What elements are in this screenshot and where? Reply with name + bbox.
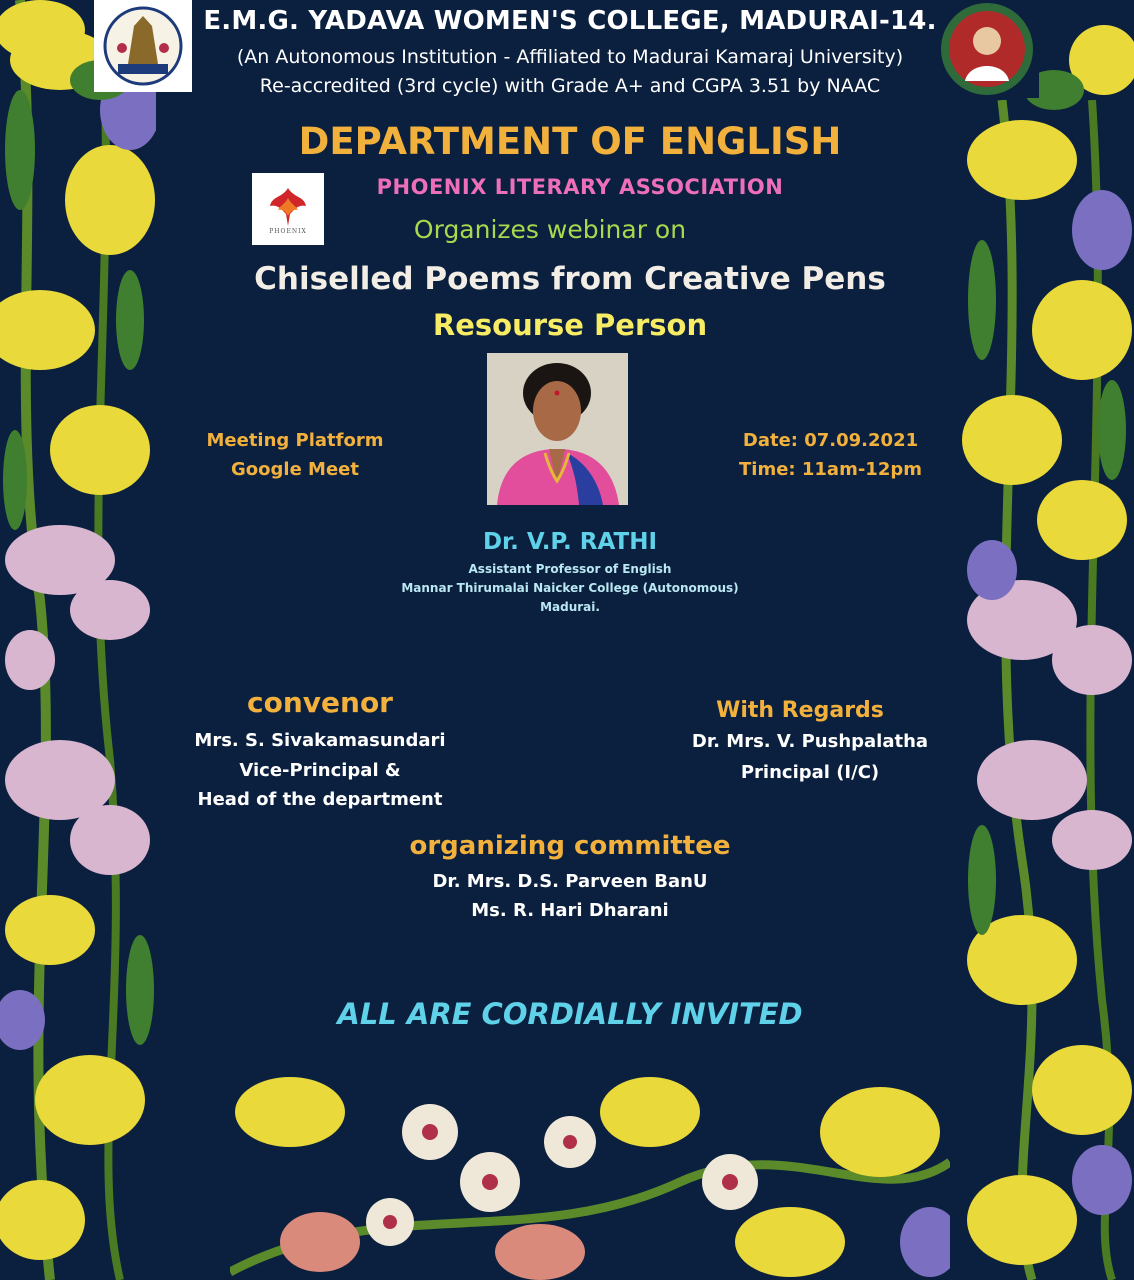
organizes-text: Organizes webinar on [413, 215, 687, 244]
committee-member: Ms. R. Hari Dharani [471, 900, 669, 921]
phoenix-logo-text: PHOENIX [269, 227, 307, 235]
convenor-role-2: Head of the department [197, 789, 443, 810]
convenor-name: Mrs. S. Sivakamasundari [194, 730, 446, 751]
committee-member: Dr. Mrs. D.S. Parveen BanU [432, 871, 708, 892]
meeting-platform-value: Google Meet [231, 459, 359, 480]
college-affiliation: (An Autonomous Institution - Affiliated to Madurai Kamaraj University) [236, 46, 904, 68]
webinar-title: Chiselled Poems from Creative Pens [254, 261, 886, 297]
resource-person-photo [487, 353, 628, 505]
committee-heading: organizing committee [409, 831, 731, 861]
convenor-role-1: Vice-Principal & [239, 760, 401, 781]
floral-border-right [962, 100, 1134, 1280]
event-schedule [718, 426, 943, 484]
resource-person-heading: Resourse Person [432, 308, 708, 342]
resource-person-name: Dr. V.P. RATHI [482, 529, 658, 555]
college-accreditation: Re-accredited (3rd cycle) with Grade A+ and CGPA 3.51 by NAAC [259, 75, 881, 97]
association-name: PHOENIX LITERARY ASSOCIATION [376, 175, 784, 199]
event-date: Date: 07.09.2021 [742, 430, 919, 451]
department-title: DEPARTMENT OF ENGLISH [298, 120, 842, 163]
principal-role: Principal (I/C) [740, 762, 880, 783]
regards-heading: With Regards [716, 698, 884, 723]
phoenix-logo [252, 173, 324, 245]
resource-person-institution: Mannar Thirumalai Naicker College (Autonomous) [401, 581, 739, 595]
resource-person-designation: Assistant Professor of English [468, 562, 672, 576]
college-emblem-logo [94, 0, 192, 92]
meeting-platform-label: Meeting Platform [206, 430, 384, 451]
meeting-platform [190, 426, 400, 484]
event-time: Time: 11am-12pm [739, 459, 922, 480]
invitation-text: ALL ARE CORDIALLY INVITED [337, 997, 803, 1031]
principal-name: Dr. Mrs. V. Pushpalatha [691, 731, 929, 752]
college-name: E.M.G. YADAVA WOMEN'S COLLEGE, MADURAI-14. [203, 6, 937, 36]
convenor-heading: convenor [247, 686, 393, 719]
resource-person-city: Madurai. [540, 600, 600, 614]
floral-border-bottom [230, 1072, 950, 1280]
floral-border-left [0, 0, 156, 1280]
phoenix-bird-icon [268, 184, 308, 228]
